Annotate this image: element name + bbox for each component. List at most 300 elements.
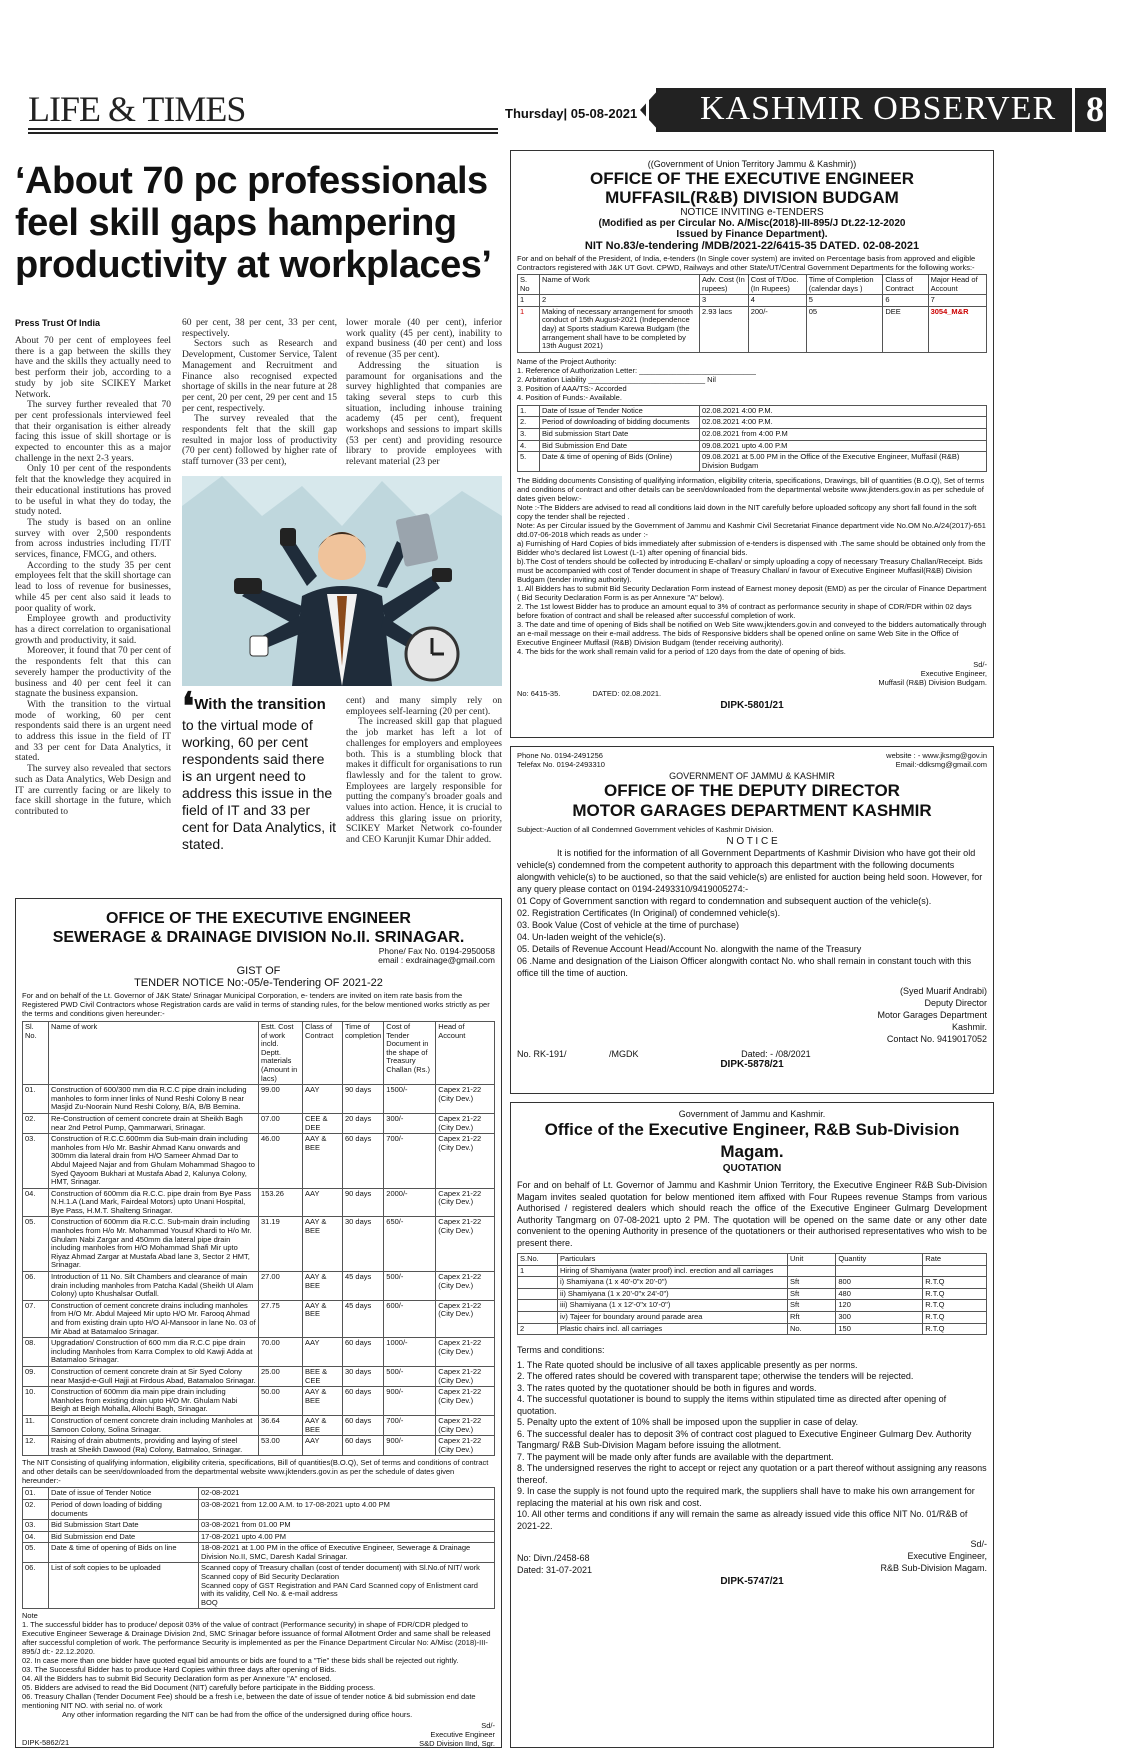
notice-title: MUFFASIL(R&B) DIVISION BUDGAM	[605, 188, 899, 207]
paragraph: The survey also revealed that sectors such as Data Analytics, Web Design and IT are currently facing or are likely to face skill shortage in the future, which contributed to	[15, 764, 171, 817]
article-illustration	[182, 476, 502, 686]
list-item: 3. The rates quoted by the quotationer should be both in figures and words.	[517, 1382, 817, 1393]
table-row	[518, 440, 987, 452]
table-cell: 4.	[518, 440, 540, 452]
table-cell: 50.00	[259, 1387, 303, 1416]
table-cell: Bid Submission end Date	[49, 1531, 199, 1543]
table-header-cell: Major Head of Account	[928, 275, 986, 295]
signature-line: R&B Sub-Division Magam.	[880, 1563, 987, 1574]
table-cell: Period of down loading of bidding documents	[49, 1499, 199, 1519]
table-cell: R.T.Q	[923, 1311, 987, 1323]
table-header-cell: Particulars	[558, 1254, 788, 1266]
table-cell	[836, 1265, 923, 1277]
signature-line: Muffasil (R&B) Division Budgam.	[878, 678, 987, 688]
table-cell: 900/-	[384, 1436, 436, 1456]
notice-number: No: Divn./2458-68	[517, 1553, 590, 1564]
email: email : exdrainage@gmail.com	[378, 955, 495, 965]
table-cell: 02.08.2021 4:00 P.M.	[700, 417, 987, 429]
table-row	[518, 1311, 987, 1323]
authority-item: 4. Position of Funds:- Available.	[517, 392, 622, 402]
masthead-band-divider	[646, 88, 656, 132]
authority-item: 1. Reference of Authorization Letter: ____________________________	[517, 365, 756, 375]
notice-paragraph: Note :-The Bidders are advised to read all conditions laid down in the NIT carefully before uploaded softcopy any short fall found in the soft copy the tender shall be rejected .	[517, 503, 977, 522]
notice-paragraph: The Bidding documents Consisting of qualifying information, eligibility criteria, specifications, Drawings, bill of quantities (B.O.Q), Set of terms and conditions of contract and other details can be seen/downloaded from the departmental website www.jktenders.gov.in as per schedule of dates given below:-	[517, 476, 985, 504]
table-cell	[923, 1265, 987, 1277]
authority-item: 3. Position of AAA/TS:- Accorded	[517, 383, 627, 393]
table-cell: 120	[836, 1300, 923, 1312]
table-row	[23, 1499, 495, 1519]
table-row	[23, 1338, 495, 1367]
table-row	[518, 405, 987, 417]
issue-date: Thursday| 05-08-2021	[505, 106, 638, 121]
table-cell: Bid Submission Start Date	[49, 1520, 199, 1532]
website: website : - www.jksmg@gov.in	[886, 751, 987, 760]
table-cell: 09.	[23, 1366, 49, 1386]
table-cell: Rft	[788, 1311, 836, 1323]
table-cell: DEE	[883, 306, 928, 352]
table-row	[518, 1300, 987, 1312]
list-item: 5. Penalty upto the extent of 10% shall be imposed upon the supplier in case of delay.	[517, 1417, 859, 1428]
table-cell: 1.	[518, 405, 540, 417]
table-cell: 53.00	[259, 1436, 303, 1456]
table-cell: 12.	[23, 1436, 49, 1456]
table-cell: 03-08-2021 from 01.00 PM	[199, 1520, 495, 1532]
table-cell: 1500/-	[384, 1085, 436, 1114]
signature-line: Motor Garages Department	[877, 1010, 987, 1020]
table-row	[23, 1113, 495, 1133]
table-cell: 3.	[518, 428, 540, 440]
notice-date: Dated: - /08/2021	[741, 1049, 811, 1059]
table-cell: AAY & BEE	[303, 1217, 343, 1272]
signature-line: Contact No. 9419017052	[886, 1034, 987, 1044]
table-row	[23, 1366, 495, 1386]
table-cell: 2.93 lacs	[700, 306, 749, 352]
table-cell: Date of issue of Tender Notice	[49, 1488, 199, 1500]
table-cell: 800	[836, 1277, 923, 1289]
table-cell: 18-08-2021 at 1.00 PM in the office of Executive Engineer, Sewerage & Drainage Division No.II, SMC, Daresh Kadal Srinagar.	[199, 1543, 495, 1563]
table-cell: 03-08-2021 from 12.00 A.M. to 17-08-2021 upto 4.00 PM	[199, 1499, 495, 1519]
table-row	[518, 452, 987, 472]
notice-title: MOTOR GARAGES DEPARTMENT KASHMIR	[572, 801, 932, 820]
table-cell: Construction of 600mm dia R.C.C. pipe drain from Bye Pass N.H.1.A (Land Mark, Fairdeal Motors) upto Unani Hospital, Bye Pass, H.M.T. Shalteng Srinagar.	[49, 1188, 259, 1217]
table-cell: 01.	[23, 1085, 49, 1114]
table-cell: 05	[806, 306, 883, 352]
table-row	[518, 1323, 987, 1335]
pull-quote-lead: With the transition	[194, 696, 326, 713]
table-header-cell: Sl. No.	[23, 1022, 49, 1085]
table-header-cell: Estt. Cost of work incld. Deptt. materials (Amount in lacs)	[259, 1022, 303, 1085]
table-header-cell: Name of Work	[540, 275, 700, 295]
table-cell: Re-Construction of cement concrete drain at Sheikh Bagh near 2nd Petrol Pump, Qammarwari, Srinagar.	[49, 1113, 259, 1133]
table-cell: 11.	[23, 1415, 49, 1435]
table-cell: 09.08.2021 at 5.00 PM in the Office of the Executive Engineer, Muffasil (R&B) Division Budgam	[700, 452, 987, 472]
fax-number: Telefax No. 0194-2493310	[517, 760, 605, 769]
gist-heading: GIST OF	[236, 965, 281, 977]
table-cell: Capex 21-22 (City Dev.)	[436, 1415, 495, 1435]
table-cell: Date & time of opening of Bids (Online)	[540, 452, 700, 472]
table-cell: 30 days	[343, 1217, 384, 1272]
paragraph: The study is based on an online survey with over 2,500 respondents from across industries including IT/IT services, finance, FMCG, and others.	[15, 517, 171, 561]
notice-subtitle: Issued by Finance Department).	[676, 229, 828, 240]
table-header-cell: S.No.	[518, 1254, 558, 1266]
table-cell: 31.19	[259, 1217, 303, 1272]
table-cell: iii) Shamiyana (1 x 12'-0"x 10'-0")	[558, 1300, 788, 1312]
table-cell: Sft	[788, 1288, 836, 1300]
notice-intro: For and on behalf of the President, of India, e-tenders (In Single cover system) are invited on Percentage basis from approved and eligible Contractors registered with J&K UT Govt. CPWD, Railways and other State/UT/Central Government Departments for the following works:-	[517, 254, 976, 272]
table-row	[23, 1436, 495, 1456]
notice-paragraph: 2. The 1st lowest Bidder has to produce an amount equal to 3% of contract as performance security in shape of CDR/FDR within 02 days before fixation of contract and shall be released after successful completion of work.	[517, 602, 972, 621]
table-cell: Plastic chairs incl. all carriages	[558, 1323, 788, 1335]
requirement-list	[517, 895, 987, 979]
table-cell: AAY & BEE	[303, 1415, 343, 1435]
table-cell: 150	[836, 1323, 923, 1335]
paragraph: lower morale (40 per cent), inferior work quality (45 per cent), inability to expand business (40 per cent) and loss of revenue (35 per cent).	[346, 318, 502, 361]
table-cell: Capex 21-22 (City Dev.)	[436, 1272, 495, 1301]
table-row	[518, 428, 987, 440]
table-cell: 25.00	[259, 1366, 303, 1386]
table-cell: AAY	[303, 1085, 343, 1114]
notice-paragraph: a) Furnishing of Hard Copies of bids immediately after submission of e-tenders is dispensed with .The same should be obtained only from the Bidder who's declared list Lowest (L-1) after opening of financial bids.	[517, 539, 986, 558]
table-cell: 04.	[23, 1531, 49, 1543]
signature-line: Executive Engineer,	[920, 669, 987, 679]
signature-line: Sd/-	[970, 1539, 987, 1550]
table-cell: R.T.Q	[923, 1277, 987, 1289]
list-item: 2. The offered rates should be covered with transparent tape; otherwise the tenders will be rejected.	[517, 1371, 914, 1382]
list-item: 06 .Name and designation of the Liaison Officer alongwith contact No. who shall remain in constant touch with this office till the time of auction.	[517, 956, 972, 978]
table-cell: 700/-	[384, 1415, 436, 1435]
notice-ref	[517, 1049, 987, 1059]
table-header-cell: Cost of Tender Document in the shape of Treasury Challan (Rs.)	[384, 1022, 436, 1085]
list-item: 01 Copy of Government sanction with regard to condemnation and subsequent auction of the vehicle(s).	[517, 896, 932, 906]
table-cell: Capex 21-22 (City Dev.)	[436, 1366, 495, 1386]
table-cell: Making of necessary arrangement for smooth conduct of 15th August-2021 (Independence day) at Sports stadium Karewa Budgam (the arrangement shall have to be completed by 13th August 2021)	[540, 306, 700, 352]
table-cell: CEE & DEE	[303, 1113, 343, 1133]
notes-list	[22, 1611, 495, 1719]
pull-quote-text: to the virtual mode of working, 60 per cent respondents said there is an urgent need to address this issue in the field of IT and 33 per cent for Data Analytics, it stated.	[182, 717, 337, 852]
table-cell: Upgradation/ Construction of 600 mm dia R.C.C pipe drain including Manholes from Karra Complex to old Kawji Adda at Batamaloo Srinagar.	[49, 1338, 259, 1367]
notice-intro: For and on behalf of Lt. Governor of Jammu and Kashmir Union Territory, the Executive Engineer R&B Sub-Division Magam invites sealed quotation for below mentioned item affixed with Four Rupees revenue Stamps from various Authorised / registered dealers which should reach the office of the Executive Engineer Gulmarg Development Authority Tangmarg on 07-08-2021 upto 2 PM. The quotation will be opened on the same date or any other date convenient to the opening Authority in presence of the quotationers or their authorised representatives who wish to be present there.	[517, 1180, 987, 1248]
notice-gov: GOVERNMENT OF JAMMU & KASHMIR	[669, 771, 835, 781]
table-cell: 3054_M&R	[928, 306, 986, 352]
table-cell: Date of Issue of Tender Notice	[540, 405, 700, 417]
notice-body	[517, 476, 987, 656]
table-cell: i) Shamiyana (1 x 40'-0"x 20'-0")	[558, 1277, 788, 1289]
list-item: 10. All other terms and conditions if any will remain the same as already issued vide this office NIT No. 01/R&B of 2021-22.	[517, 1509, 968, 1531]
table-cell: 70.00	[259, 1338, 303, 1367]
paragraph: Sectors such as Research and Development, Customer Service, Talent Management and Recruitment and Finance also recognised expected shortage of skills in the near future at 28 per cent, 20 per cent, 29 per cent and 15 per cent, respectively.	[182, 339, 337, 414]
table-cell: 300	[836, 1311, 923, 1323]
paragraph: According to the study 35 per cent employees felt that the skill shortage can lead to loss of revenue for businesses, while 45 per cent also said it leads to poor quality of work.	[15, 560, 171, 614]
notice-paragraph: Note: As per Circular issued by the Government of Jammu and Kashmir Civil Secretariat Finance department vide No.OM No.A/24(2017)-651 dtd.07-06-2018 which reads as under :-	[517, 521, 986, 540]
table-cell: Sft	[788, 1277, 836, 1289]
table-cell: 02.	[23, 1499, 49, 1519]
phone-number: Phone No. 0194-2491256	[517, 751, 603, 760]
table-cell: Capex 21-22 (City Dev.)	[436, 1338, 495, 1367]
table-header-cell: Adv. Cost (In rupees)	[700, 275, 749, 295]
table-cell: BEE & CEE	[303, 1366, 343, 1386]
table-cell: ii) Shamiyana (1 x 20'-0"x 24'-0")	[558, 1288, 788, 1300]
table-cell: Capex 21-22 (City Dev.)	[436, 1300, 495, 1337]
table-cell: 2	[518, 1323, 558, 1335]
notice-heading: N O T I C E	[726, 836, 778, 847]
table-cell: 45 days	[343, 1300, 384, 1337]
table-cell: AAY	[303, 1338, 343, 1367]
table-row	[518, 1265, 987, 1277]
table-header-cell: Time of completion	[343, 1022, 384, 1085]
table-cell: 1	[518, 295, 540, 307]
tender-heading: TENDER NOTICE No:-05/e-Tendering OF 2021-22	[134, 977, 383, 989]
dipk-number: DIPK-5801/21	[720, 700, 784, 712]
table-cell: iv) Tajeer for boundary around parade area	[558, 1311, 788, 1323]
dipk-number: DIPK-5747/21	[720, 1576, 784, 1588]
list-item: 1. The Rate quoted should be inclusive of all taxes applicable presently as per norms.	[517, 1359, 858, 1370]
signature-line: Executive Engineer,	[907, 1551, 987, 1562]
table-row	[23, 1415, 495, 1435]
table-row	[23, 1188, 495, 1217]
table-cell: Period of downloading of bidding documents	[540, 417, 700, 429]
table-cell: 5	[806, 295, 883, 307]
table-cell: 7	[928, 295, 986, 307]
notice-body: It is notified for the information of all Government Departments of Kashmir Division who have got their old vehicle(s) condemned from the competent authority to approach this department with the following documents alongwith vehicle(s) to be auctioned, so that the said vehicle(s) are enlisted for auction being held soon. However, for any query please contact on 0194-2493310/9419005274:-	[517, 848, 983, 894]
table-cell: 07.	[23, 1300, 49, 1337]
table-cell: 90 days	[343, 1188, 384, 1217]
table-cell: 480	[836, 1288, 923, 1300]
notice-motor-garages	[510, 746, 994, 1094]
notice-number: No: 6415-35.	[517, 689, 561, 699]
table-cell: Capex 21-22 (City Dev.)	[436, 1113, 495, 1133]
notice-title: OFFICE OF THE EXECUTIVE ENGINEER	[590, 169, 914, 188]
table-cell: Construction of 600mm dia R.C.C. Sub-main drain including manholes from H/o Mr. Mohammad Yousuf Khardi to H/o Mr. Ghulam Nabi Zargar and 450mm dia lateral pipe drain including manholes from H/O Mohammad Shafi Mir upto Riyaz Ahmad Zargar at Mustafa Abad lane 3, Sector 2 HMT, Srinagar.	[49, 1217, 259, 1272]
table-row	[23, 1563, 495, 1609]
table-header	[518, 1254, 987, 1266]
table-cell: 60 days	[343, 1134, 384, 1189]
table-row	[518, 1277, 987, 1289]
notice-gov: Government of Jammu and Kashmir.	[678, 1109, 826, 1119]
table-cell: 650/-	[384, 1217, 436, 1272]
notice-title: SEWERAGE & DRAINAGE DIVISION No.II. SRINAGAR.	[52, 929, 465, 946]
signature-block	[517, 660, 987, 687]
notice-subtitle: (Modified as per Circular No. A/Misc(2018)-III-895/J Dt.22-12-2020	[598, 218, 906, 229]
table-cell: AAY	[303, 1188, 343, 1217]
list-item: 02. In case more than one bidder have quoted equal bid amounts or bids are found to a "Tie" these bids shall be rejected out rightly.	[22, 1656, 459, 1666]
table-cell: 03.	[23, 1134, 49, 1189]
table-cell: 1000/-	[384, 1338, 436, 1367]
works-table	[22, 1021, 495, 1456]
table-cell: Construction of cement concrete drains including manholes from H/O Mr. Abdul Majeed Mir upto H/O Mr. Farooq Ahmad and from existing drain upto H/O Al-Mansoor in lane No. 03 of Mir Abad at Batamaloo Srinagar.	[49, 1300, 259, 1337]
table-cell: 700/-	[384, 1134, 436, 1189]
table-cell: 03.	[23, 1520, 49, 1532]
table-cell: Capex 21-22 (City Dev.)	[436, 1217, 495, 1272]
table-cell: 153.26	[259, 1188, 303, 1217]
contact-bar	[517, 751, 987, 769]
list-item: Any other information regarding the NIT can be had from the office of the undersigned during office hours.	[62, 1710, 413, 1720]
notice-gov: ((Government of Union Territory Jammu & Kashmir))	[647, 159, 857, 169]
works-table	[517, 274, 987, 353]
schedule-table	[517, 405, 987, 473]
table-cell: 08.	[23, 1338, 49, 1367]
table-cell: 2.	[518, 417, 540, 429]
notice-dept-code: /MGDK	[609, 1049, 639, 1059]
notice-number: No. RK-191/	[517, 1049, 567, 1059]
table-header-cell: Class of Contract	[883, 275, 928, 295]
table-cell: 60 days	[343, 1338, 384, 1367]
table-cell	[518, 1300, 558, 1312]
article-column-1	[15, 336, 171, 818]
signature-line: S&D Division IInd, Sgr.	[419, 1739, 495, 1749]
notice-date: DATED: 02.08.2021.	[592, 689, 662, 699]
table-cell: 36.64	[259, 1415, 303, 1435]
table-cell: Capex 21-22 (City Dev.)	[436, 1387, 495, 1416]
notice-paragraph: 3. The date and time of opening of Bids shall be notified on Web Site www.jktenders.gov.in and conveyed to the bidders automatically through an e-mail message on their e-mail address. The bids of Responsive bidders shall be opened online on same Web Site in the Office of Executive Engineer Muffasil (R&B) Division Budgam (tender receiving authority).	[517, 620, 987, 648]
table-cell: Capex 21-22 (City Dev.)	[436, 1188, 495, 1217]
table-header	[518, 275, 987, 295]
list-item: 03. The Successful Bidder has to produce Hard Copies within three days after opening of Bids.	[22, 1665, 337, 1675]
notice-subtitle: NOTICE INVITING e-TENDERS	[680, 207, 824, 218]
table-cell: 500/-	[384, 1366, 436, 1386]
terms-title: Terms and conditions:	[517, 1345, 605, 1356]
table-cell: 04.	[23, 1188, 49, 1217]
table-cell: R.T.Q	[923, 1300, 987, 1312]
notice-title: OFFICE OF THE DEPUTY DIRECTOR	[604, 781, 900, 800]
table-cell: Introduction of 11 No. Silt Chambers and clearance of main drain including manholes from Patcha Kadal (Sheikh Ul Alam Colony) upto Khushalsar Outfall.	[49, 1272, 259, 1301]
table-header-cell: Unit	[788, 1254, 836, 1266]
list-item: 05. Details of Revenue Account Head/Account No. alongwith the name of the Treasury	[517, 944, 862, 954]
notice-heading: QUOTATION	[722, 1163, 782, 1174]
article-column-2	[182, 318, 337, 468]
page-divider	[1072, 88, 1075, 132]
table-cell: List of soft copies to be uploaded	[49, 1563, 199, 1609]
table-cell: 200/-	[748, 306, 806, 352]
table-header-cell: Head of Account	[436, 1022, 495, 1085]
table-cell: No.	[788, 1323, 836, 1335]
table-header-cell: Rate	[923, 1254, 987, 1266]
table-cell: 600/-	[384, 1300, 436, 1337]
paragraph: Addressing the situation is paramount for organisations and the survey highlighted that companies are taking several steps to curb this situation, including inhouse training academy (45 per cent), frequent workshops and sessions to impart skills (53 per cent) and providing resource library to provide employees with relevant material (23 per	[346, 360, 502, 468]
list-item: 02. Registration Certificates (In Original) of condemned vehicle(s).	[517, 908, 781, 918]
article-byline: Press Trust Of India	[15, 318, 101, 328]
businessman-multitasking-illustration	[182, 476, 502, 686]
paragraph: The survey revealed that the respondents felt that the skill gap resulted in major loss of productivity (70 per cent) followed by higher rate of staff turnover (33 per cent),	[182, 414, 337, 468]
table-cell: 01.	[23, 1488, 49, 1500]
table-cell: R.T.Q	[923, 1288, 987, 1300]
table-cell: Sft	[788, 1300, 836, 1312]
table-cell: 10.	[23, 1387, 49, 1416]
table-cell: 2	[540, 295, 700, 307]
table-cell: Capex 21-22 (City Dev.)	[436, 1436, 495, 1456]
list-item: 04. All the Bidders has to submit Bid Security Declaration form as per Annexure "A" enclosed.	[22, 1674, 332, 1684]
table-row	[23, 1387, 495, 1416]
notice-paragraph: 1. All Bidders has to submit Bid Security Declaration Form instead of Earnest money deposit (EMD) as per the circular of Finance Department ( Bid Security Declaration Form is as per Annexure "A" below).	[517, 584, 987, 603]
notice-paragraph: 4. The bids for the work shall remain valid for a period of 120 days from the date of opening of bids.	[517, 647, 846, 657]
table-row	[518, 295, 987, 307]
pull-quote	[182, 686, 338, 853]
table-row	[23, 1134, 495, 1189]
article-headline: ‘About 70 pc professionals feel skill gaps hampering productivity at workplaces’	[15, 160, 492, 286]
list-item: 7. The payment will be made only after funds are available with the department.	[517, 1451, 834, 1462]
table-cell: AAY & BEE	[303, 1134, 343, 1189]
table-cell: 07.00	[259, 1113, 303, 1133]
table-cell: Construction of cement concrete drain at Sir Syed Colony near Masjid-e-Gull Hajji at Firdous Abad, Batamaloo Srinagar.	[49, 1366, 259, 1386]
table-cell: 60 days	[343, 1415, 384, 1435]
table-cell: 2000/-	[384, 1188, 436, 1217]
table-cell: 45 days	[343, 1272, 384, 1301]
table-cell: 06.	[23, 1563, 49, 1609]
table-cell: Date & time of opening of Bids on line	[49, 1543, 199, 1563]
table-cell: Raising of drain abutments, providing and laying of steel trash at Sheikh Dawood (Ra) Colony, Batmaloo, Srinagar.	[49, 1436, 259, 1456]
table-cell: 02.	[23, 1113, 49, 1133]
table-cell: Construction of 600mm dia main pipe drain including Manholes from existing drain upto H/O Mr. Ghulam Nabi Beigh at Beigh Mohalla, Allochi Bagh, Srinagar.	[49, 1387, 259, 1416]
signature-line: Deputy Director	[924, 998, 987, 1008]
table-row	[518, 417, 987, 429]
table-row	[23, 1272, 495, 1301]
signature-line: Kashmir.	[951, 1022, 987, 1032]
section-title: LIFE & TIMES	[28, 89, 246, 129]
table-row	[23, 1300, 495, 1337]
paragraph: Moreover, it found that 70 per cent of the respondents felt that this can severely hamper the productivity of the business and 40 per cent feel it can stagnate the business expansion.	[15, 646, 171, 700]
table-cell: 27.75	[259, 1300, 303, 1337]
table-header-cell: Class of Contract	[303, 1022, 343, 1085]
authority-title: Name of the Project Authority:	[517, 356, 617, 366]
table-row	[23, 1488, 495, 1500]
email: Email:-ddksmg@gmail.com	[895, 760, 987, 769]
signature-line: Executive Engineer	[430, 1730, 495, 1740]
paragraph: cent) and many simply rely on employees self-learning (20 per cent).	[346, 696, 502, 717]
table-cell: 27.00	[259, 1272, 303, 1301]
list-item: 8. The undersigned reserves the right to accept or reject any quotation or a part thereof without assigning any reasons thereof.	[517, 1463, 987, 1485]
list-item: 03. Book Value (Cost of vehicle at the time of purchase)	[517, 920, 739, 930]
table-row	[23, 1217, 495, 1272]
paragraph: With the transition to the virtual mode of working, 60 per cent respondents said there is an urgent need to address this issue in the field of IT and 33 per cent for Data Analytics, it stated.	[15, 699, 171, 764]
notice-ref	[517, 689, 987, 698]
table-cell: 09.08.2021 upto 4.00 P.M	[700, 440, 987, 452]
table-cell: 900/-	[384, 1387, 436, 1416]
page-number: 8	[1086, 89, 1104, 129]
list-item: 6. The successful dealer has to deposit 3% of contract cost plagued to Executive Engineer Gulmarg Dev. Authority Tangmarg/ R&B Sub-Division Magam before issuing the allotment.	[517, 1428, 972, 1451]
paragraph: About 70 per cent of employees feel there is a gap between the skills they have and the skills they actually need to best perform their job, according to a study by job site SCIKEY Market Network.	[15, 336, 171, 400]
quote-mark-icon: ❛	[182, 686, 195, 728]
table-row	[518, 1288, 987, 1300]
table-cell: 05.	[23, 1543, 49, 1563]
table-cell: 1	[518, 1265, 558, 1277]
table-cell	[518, 1288, 558, 1300]
list-item: 9. In case the supply is not found upto the required mark, the suppliers shall have to make his own arrangement for replacing the material at his own risk and cost.	[517, 1486, 975, 1508]
table-cell: 300/-	[384, 1113, 436, 1133]
table-cell: 1	[518, 306, 540, 352]
table-header-cell: Name of work	[49, 1022, 259, 1085]
table-row	[23, 1531, 495, 1543]
paragraph: Only 10 per cent of the respondents felt that the knowledge they acquired in their educational institutions has proved to be useful in what they do today, the study noted.	[15, 464, 171, 518]
nit-number: NIT No.83/e-tendering /MDB/2021-22/6415-35 DATED. 02-08-2021	[584, 240, 920, 252]
table-cell: R.T.Q	[923, 1323, 987, 1335]
paragraph: Employee growth and productivity has a direct correlation to organisational growth and productivity, it said.	[15, 614, 171, 646]
notice-magam	[510, 1102, 994, 1748]
table-cell: Capex 21-22 (City Dev.)	[436, 1134, 495, 1189]
notice-intro: For and on behalf of the Lt. Governor of J&K State/ Srinagar Municipal Corporation, e- tenders are invited on item rate basis from the Registered PWD Civil Contractors whose Registration cards are valid in terms of standing rules, for the below mentioned works strictly as per the terms and conditions given hereunder:-	[22, 991, 490, 1018]
table-row	[23, 1543, 495, 1563]
notice-title: Office of the Executive Engineer, R&B Sub-Division Magam.	[544, 1120, 960, 1161]
notice-budgam	[510, 150, 994, 738]
list-item: 06. Treasury Challan (Tender Document Fee) should be a fresh i.e, between the date of issue of tender notice & bid submission end date mentioning NIT NO. with serial no. of work	[22, 1692, 476, 1711]
table-cell: Bid Submission End Date	[540, 440, 700, 452]
table-cell: Capex 21-22 (City Dev.)	[436, 1085, 495, 1114]
table-cell: 30 days	[343, 1366, 384, 1386]
list-item: 04. Un-laden weight of the vehicle(s).	[517, 932, 666, 942]
notice-srinagar	[15, 898, 502, 1748]
table-header-cell: Time of Completion (calendar days )	[806, 275, 883, 295]
table-cell: 06.	[23, 1272, 49, 1301]
terms-list	[517, 1345, 987, 1532]
table-cell: 20 days	[343, 1113, 384, 1133]
